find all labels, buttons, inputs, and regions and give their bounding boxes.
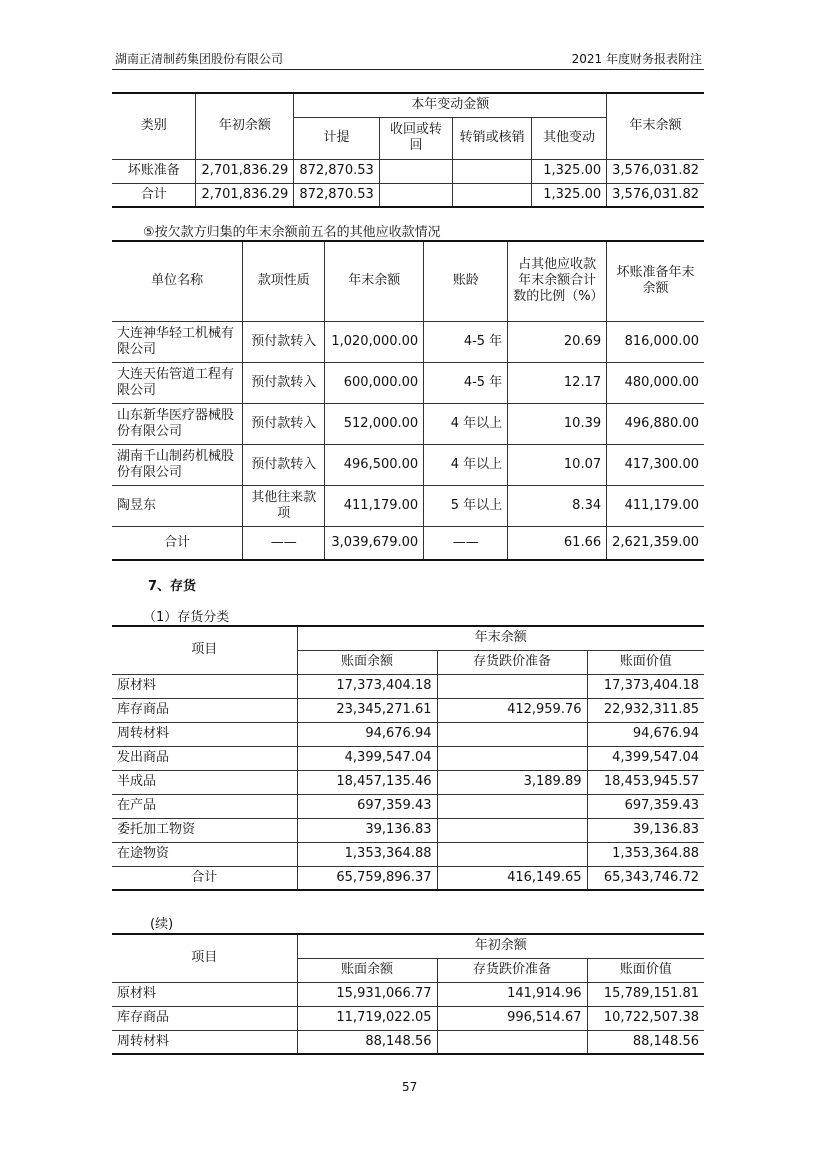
row-item: 周转材料	[112, 722, 297, 746]
row-balance: 512,000.00	[325, 403, 424, 444]
row-reserve: 996,514.67	[437, 1006, 587, 1030]
header-writeoff: 转销或核销	[453, 117, 532, 159]
row-bad-debt: 417,300.00	[607, 444, 704, 485]
table-row	[112, 485, 704, 526]
header-category: 类别	[112, 93, 196, 159]
header-closing: 年末余额	[607, 93, 704, 159]
table-row	[112, 722, 704, 746]
header-other: 其他变动	[531, 117, 606, 159]
row-item: 周转材料	[112, 1030, 297, 1054]
header-balance: 年末余额	[325, 241, 424, 321]
row-name: 湖南千山制药机械股份有限公司	[112, 444, 243, 485]
section-7-1-title: （1）存货分类	[143, 610, 230, 625]
inventory-year-begin-table	[112, 933, 704, 1055]
row-value: 1,353,364.88	[587, 842, 704, 866]
row-ratio: 10.07	[508, 444, 607, 485]
row-reserve	[437, 818, 587, 842]
header-book-value: 账面价值	[587, 958, 704, 982]
header-reserve: 存货跌价准备	[437, 958, 587, 982]
row-reserve: 3,189.89	[437, 770, 587, 794]
row-reserve	[437, 794, 587, 818]
row-balance: 600,000.00	[325, 362, 424, 403]
header-report-title: 2021 年度财务报表附注	[571, 52, 702, 66]
row-opening: 2,701,836.29	[196, 159, 294, 183]
row-ratio: 8.34	[508, 485, 607, 526]
table-row	[112, 770, 704, 794]
row-balance: 411,179.00	[325, 485, 424, 526]
row-item: 原材料	[112, 674, 297, 698]
row-reserve	[437, 746, 587, 770]
continued-label: (续)	[150, 917, 174, 932]
table-row	[112, 818, 704, 842]
total-value: 65,343,746.72	[587, 866, 704, 890]
row-bad-debt: 816,000.00	[607, 321, 704, 362]
row-item: 在产品	[112, 794, 297, 818]
row-nature: 预付款转入	[243, 403, 325, 444]
table-row	[112, 159, 704, 183]
table-row	[112, 444, 704, 485]
table-row	[112, 321, 704, 362]
total-age: ——	[424, 526, 508, 560]
row-age: 4-5 年	[424, 362, 508, 403]
row-book: 4,399,547.04	[297, 746, 437, 770]
row-value: 88,148.56	[587, 1030, 704, 1054]
row-value: 18,453,945.57	[587, 770, 704, 794]
row-item: 库存商品	[112, 1006, 297, 1030]
header-company: 湖南正清制药集团股份有限公司	[115, 52, 284, 66]
inventory-year-end-table	[112, 625, 704, 891]
row-value: 39,136.83	[587, 818, 704, 842]
row-writeoff	[453, 159, 532, 183]
row-closing: 3,576,031.82	[607, 183, 704, 207]
header-rule	[112, 69, 704, 70]
row-book: 17,373,404.18	[297, 674, 437, 698]
header-nature: 款项性质	[243, 241, 325, 321]
row-book: 88,148.56	[297, 1030, 437, 1054]
row-bad-debt: 480,000.00	[607, 362, 704, 403]
total-name: 合计	[112, 526, 243, 560]
row-value: 17,373,404.18	[587, 674, 704, 698]
row-age: 4 年以上	[424, 444, 508, 485]
row-value: 10,722,507.38	[587, 1006, 704, 1030]
table-row	[112, 842, 704, 866]
table-row	[112, 794, 704, 818]
row-book: 23,345,271.61	[297, 698, 437, 722]
table-row	[112, 403, 704, 444]
table-row	[112, 674, 704, 698]
header-bad-debt: 坏账准备年末余额	[607, 241, 704, 321]
row-book: 11,719,022.05	[297, 1006, 437, 1030]
row-name: 陶昱东	[112, 485, 243, 526]
top5-receivables-table	[112, 240, 704, 561]
row-item: 半成品	[112, 770, 297, 794]
row-name: 大连神华轻工机械有限公司	[112, 321, 243, 362]
table-row	[112, 746, 704, 770]
page-number: 57	[402, 1080, 418, 1094]
top5-section-title: ⑤按欠款方归集的年末余额前五名的其他应收款情况	[143, 225, 441, 240]
row-reserve	[437, 842, 587, 866]
row-nature: 预付款转入	[243, 362, 325, 403]
row-other: 1,325.00	[531, 183, 606, 207]
total-book: 65,759,896.37	[297, 866, 437, 890]
row-other: 1,325.00	[531, 159, 606, 183]
bad-debt-change-table	[112, 92, 704, 208]
row-value: 94,676.94	[587, 722, 704, 746]
total-balance: 3,039,679.00	[325, 526, 424, 560]
row-writeoff	[453, 183, 532, 207]
row-accrual: 872,870.53	[294, 183, 379, 207]
row-age: 4 年以上	[424, 403, 508, 444]
table-row	[112, 362, 704, 403]
table-row	[112, 1006, 704, 1030]
header-book-balance: 账面余额	[297, 958, 437, 982]
row-accrual: 872,870.53	[294, 159, 379, 183]
table-row	[112, 1030, 704, 1054]
header-change: 本年变动金额	[294, 93, 607, 117]
row-book: 94,676.94	[297, 722, 437, 746]
row-name: 合计	[112, 183, 196, 207]
row-name: 山东新华医疗器械股份有限公司	[112, 403, 243, 444]
row-reserve	[437, 1030, 587, 1054]
row-opening: 2,701,836.29	[196, 183, 294, 207]
row-ratio: 20.69	[508, 321, 607, 362]
header-recovery: 收回或转回	[379, 117, 452, 159]
total-reserve: 416,149.65	[437, 866, 587, 890]
row-recovery	[379, 183, 452, 207]
row-reserve: 412,959.76	[437, 698, 587, 722]
row-age: 4-5 年	[424, 321, 508, 362]
row-item: 原材料	[112, 982, 297, 1006]
table-row	[112, 982, 704, 1006]
header-item: 项目	[112, 934, 297, 982]
row-ratio: 10.39	[508, 403, 607, 444]
row-recovery	[379, 159, 452, 183]
header-book-balance: 账面余额	[297, 650, 437, 674]
row-bad-debt: 411,179.00	[607, 485, 704, 526]
table-total-row	[112, 526, 704, 560]
header-book-value: 账面价值	[587, 650, 704, 674]
header-reserve: 存货跌价准备	[437, 650, 587, 674]
row-reserve: 141,914.96	[437, 982, 587, 1006]
table-row	[112, 183, 704, 207]
section-7-title: 7、存货	[148, 579, 197, 594]
row-item: 委托加工物资	[112, 818, 297, 842]
row-item: 库存商品	[112, 698, 297, 722]
row-ratio: 12.17	[508, 362, 607, 403]
row-item: 发出商品	[112, 746, 297, 770]
row-book: 39,136.83	[297, 818, 437, 842]
row-value: 697,359.43	[587, 794, 704, 818]
header-year-end: 年末余额	[297, 626, 704, 650]
row-value: 22,932,311.85	[587, 698, 704, 722]
row-reserve	[437, 674, 587, 698]
header-year-begin: 年初余额	[297, 934, 704, 958]
total-nature: ——	[243, 526, 325, 560]
header-item: 项目	[112, 626, 297, 674]
total-item: 合计	[112, 866, 297, 890]
header-opening: 年初余额	[196, 93, 294, 159]
row-age: 5 年以上	[424, 485, 508, 526]
row-nature: 预付款转入	[243, 444, 325, 485]
table-row	[112, 698, 704, 722]
table-total-row	[112, 866, 704, 890]
row-balance: 496,500.00	[325, 444, 424, 485]
row-bad-debt: 496,880.00	[607, 403, 704, 444]
row-book: 697,359.43	[297, 794, 437, 818]
header-ratio: 占其他应收款年末余额合计数的比例（%）	[508, 241, 607, 321]
row-item: 在途物资	[112, 842, 297, 866]
row-name: 坏账准备	[112, 159, 196, 183]
row-name: 大连天佑管道工程有限公司	[112, 362, 243, 403]
row-balance: 1,020,000.00	[325, 321, 424, 362]
row-nature: 其他往来款项	[243, 485, 325, 526]
row-book: 15,931,066.77	[297, 982, 437, 1006]
row-closing: 3,576,031.82	[607, 159, 704, 183]
total-ratio: 61.66	[508, 526, 607, 560]
header-unit-name: 单位名称	[112, 241, 243, 321]
row-reserve	[437, 722, 587, 746]
total-bad-debt: 2,621,359.00	[607, 526, 704, 560]
row-value: 4,399,547.04	[587, 746, 704, 770]
row-value: 15,789,151.81	[587, 982, 704, 1006]
row-book: 1,353,364.88	[297, 842, 437, 866]
header-age: 账龄	[424, 241, 508, 321]
row-book: 18,457,135.46	[297, 770, 437, 794]
row-nature: 预付款转入	[243, 321, 325, 362]
header-accrual: 计提	[294, 117, 379, 159]
